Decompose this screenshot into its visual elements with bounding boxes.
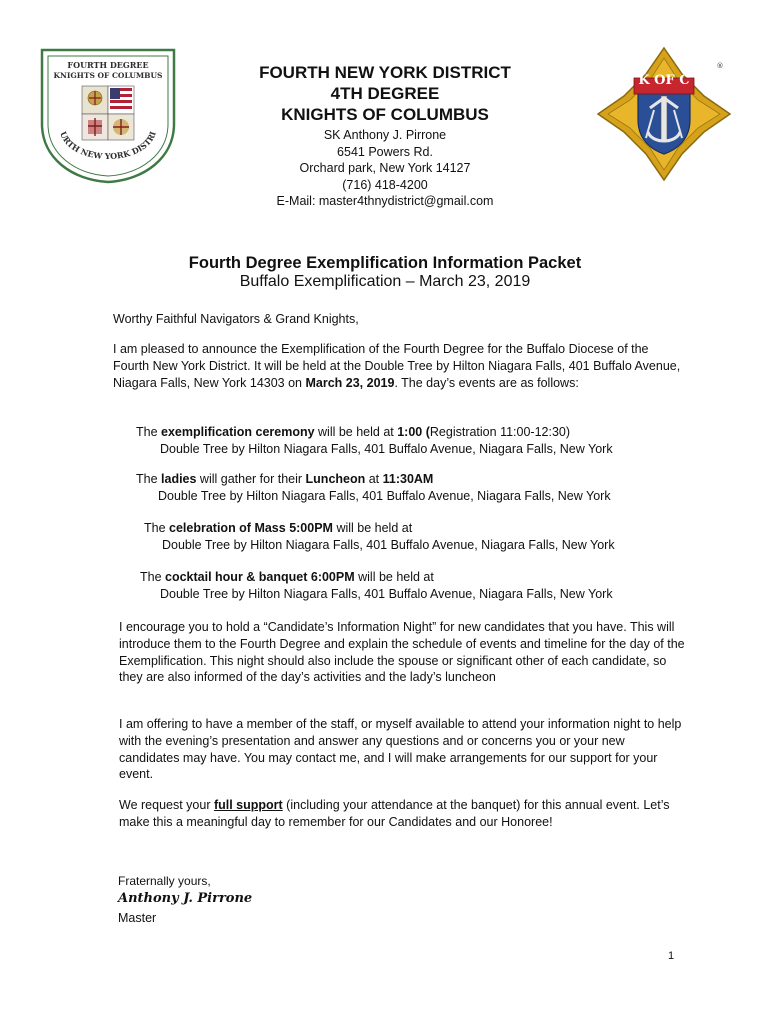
full-support-emphasis: full support xyxy=(213,798,283,812)
event-name: ladies xyxy=(161,472,197,486)
event-address: Double Tree by Hilton Niagara Falls, 401 Buffalo Avenue, Niagara Falls, New York xyxy=(162,537,615,552)
crest-arc-text: URTH NEW YORK DISTRI xyxy=(58,129,158,162)
event-text: will be held at xyxy=(314,425,398,439)
crest-top-line-1: FOURTH DEGREE xyxy=(67,60,149,70)
event-text: will be held at xyxy=(354,570,434,584)
event-text: at xyxy=(365,472,383,486)
event-name: cocktail hour & banquet 6:00PM xyxy=(165,570,355,584)
page-number: 1 xyxy=(668,950,675,962)
header-title-line-1: FOURTH NEW YORK DISTRICT xyxy=(259,63,511,82)
event-text: The xyxy=(136,472,162,486)
emblem-registered: ® xyxy=(716,62,724,70)
event-time: 1:00 ( xyxy=(397,425,430,439)
intro-text-2: . The day’s events are as follows: xyxy=(394,375,579,390)
event-name: exemplification ceremony xyxy=(161,425,315,439)
signature: Anthony J. Pirrone xyxy=(118,891,253,906)
event-address: Double Tree by Hilton Niagara Falls, 401 Buffalo Avenue, Niagara Falls, New York xyxy=(160,586,613,601)
event-text: The xyxy=(136,425,162,439)
event-address: Double Tree by Hilton Niagara Falls, 401 Buffalo Avenue, Niagara Falls, New York xyxy=(158,488,611,503)
intro-text-1: I am pleased to announce the Exemplification of the Fourth Degree for the Buffalo Diocese of the Fourth New York District. It will be held at the Double Tree by Hilton Niagara Falls, 401 Buffalo Avenue, Niagara Falls, New York 14303 on xyxy=(113,342,681,390)
intro-paragraph xyxy=(113,341,685,391)
event-ladies-luncheon xyxy=(136,471,611,505)
sender-email: E-Mail: master4thnydistrict@gmail.com xyxy=(276,194,494,208)
closing: Fraternally yours, xyxy=(118,874,211,888)
event-mass xyxy=(144,520,615,554)
header-title-line-3: KNIGHTS OF COLUMBUS xyxy=(281,105,489,124)
signer-title: Master xyxy=(118,911,157,925)
support-paragraph xyxy=(119,797,685,831)
intro-date: March 23, 2019 xyxy=(305,375,395,390)
packet-subtitle: Buffalo Exemplification – March 23, 2019 xyxy=(239,273,531,290)
event-time: 11:30AM xyxy=(382,472,434,486)
knights-of-columbus-emblem xyxy=(596,44,732,184)
crest-top-line-2: KNIGHTS OF COLUMBUS xyxy=(53,71,163,80)
info-night-paragraph: I encourage you to hold a “Candidate’s Information Night” for new candidates that you have. This will introduce them to the Fourth Degree and explain the schedule of events and timeline for the day of the Exemplification. This night should also include the spouse or significant other of each candidate, so they are also informed of the day’s activities and the lady’s luncheon xyxy=(119,620,685,685)
event-luncheon: Luncheon xyxy=(305,472,366,486)
sender-city: Orchard park, New York 14127 xyxy=(299,161,471,175)
fourth-degree-crest-logo xyxy=(38,46,178,186)
event-name: celebration of Mass 5:00PM xyxy=(169,521,333,535)
sender-street: 6541 Powers Rd. xyxy=(337,144,433,159)
header-title-line-2: 4TH DEGREE xyxy=(330,84,440,103)
packet-title: Fourth Degree Exemplification Information Packet xyxy=(188,254,582,272)
event-registration: Registration 11:00-12:30) xyxy=(429,425,571,439)
sender-name: SK Anthony J. Pirrone xyxy=(323,128,447,142)
event-banquet xyxy=(140,569,613,603)
salutation: Worthy Faithful Navigators & Grand Knights, xyxy=(113,312,359,326)
header-address-block xyxy=(185,127,585,210)
event-text: The xyxy=(140,570,166,584)
emblem-letters: K OF C xyxy=(638,73,690,88)
support-text-2: (including your attendance at the banquet) for this annual event. Let’s make this a meaningful day to remember for our Candidates and our Honoree! xyxy=(119,798,670,829)
event-text: will be held at xyxy=(332,521,413,535)
sender-phone: (716) 418-4200 xyxy=(342,177,428,192)
event-text: will gather for their xyxy=(196,472,306,486)
support-text-1: We request your xyxy=(119,798,214,812)
event-exemplification xyxy=(136,424,613,458)
staff-paragraph: I am offering to have a member of the staff, or myself available to attend your information night to help with the evening’s presentation and answer any questions and or concerns you or your new candidates may have. You may contact me, and I will make arrangements for our support for your event. xyxy=(119,717,682,782)
district-header-title xyxy=(185,62,585,125)
event-address: Double Tree by Hilton Niagara Falls, 401 Buffalo Avenue, Niagara Falls, New York xyxy=(160,441,613,456)
event-text: The xyxy=(144,521,170,535)
